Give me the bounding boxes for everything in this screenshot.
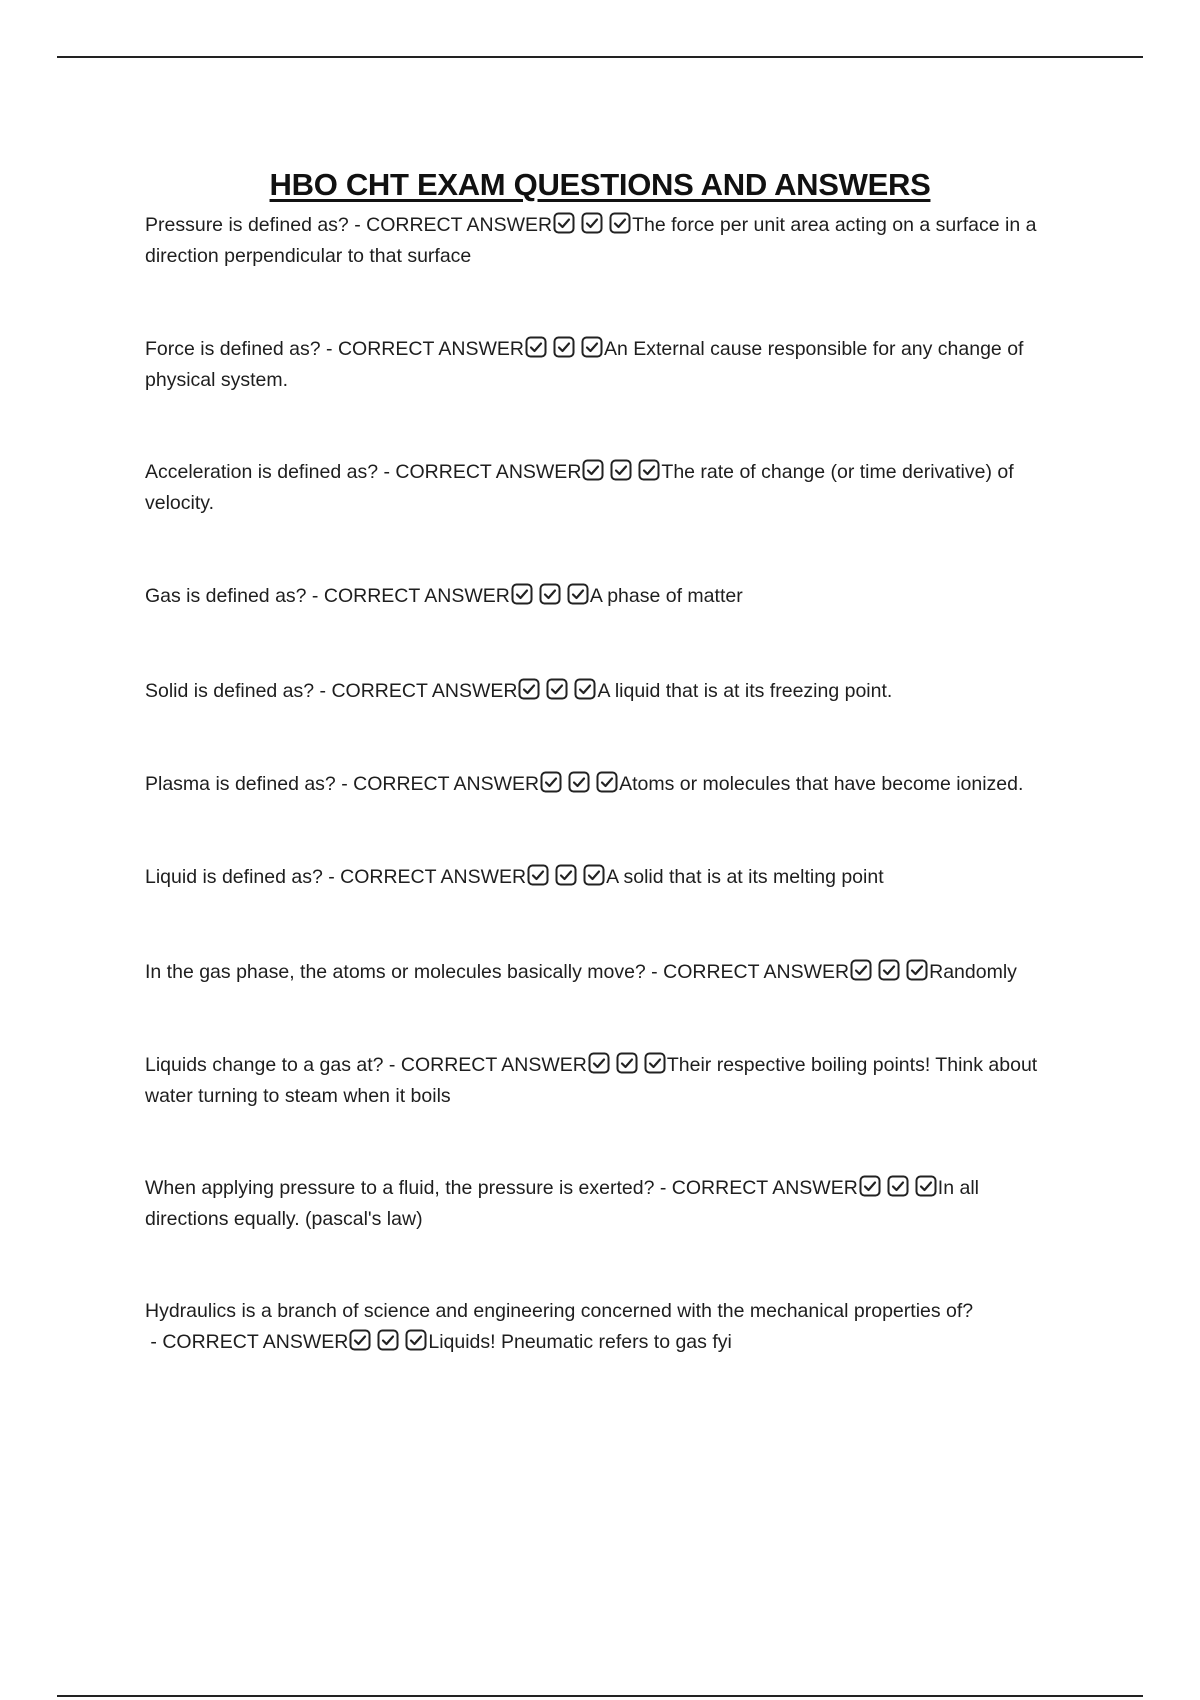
answer-text: The rate of change (or time derivative) of velocity.: [145, 461, 1014, 514]
checkbox-checked-icon: [377, 1329, 399, 1351]
separator: -: [320, 338, 338, 360]
question-text: In the gas phase, the atoms or molecules basically move?: [145, 961, 646, 983]
answer-label: CORRECT ANSWER: [162, 1331, 349, 1353]
checkbox-checked-icon: [859, 1175, 881, 1197]
separator: -: [654, 1177, 672, 1199]
qa-item: [145, 581, 1065, 612]
top-rule: [57, 56, 1143, 58]
check-group: [518, 678, 596, 700]
answer-label: CORRECT ANSWER: [337, 338, 524, 360]
checkbox-checked-icon: [511, 583, 533, 605]
check-group: [349, 1329, 427, 1351]
checkbox-checked-icon: [850, 959, 872, 981]
answer-label: CORRECT ANSWER: [340, 866, 527, 888]
answer-label: CORRECT ANSWER: [323, 585, 510, 607]
checkbox-checked-icon: [568, 771, 590, 793]
separator: -: [145, 1331, 163, 1353]
question-text: Plasma is defined as?: [145, 773, 336, 795]
checkbox-checked-icon: [582, 459, 604, 481]
checkbox-checked-icon: [610, 459, 632, 481]
separator: -: [335, 773, 354, 795]
checkbox-checked-icon: [525, 336, 547, 358]
answer-text: Liquids! Pneumatic refers to gas fyi: [428, 1331, 732, 1353]
checkbox-checked-icon: [540, 771, 562, 793]
question-text: Gas is defined as?: [145, 585, 307, 607]
checkbox-checked-icon: [527, 864, 549, 886]
question-text: Liquids change to a gas at?: [145, 1054, 384, 1076]
checkbox-checked-icon: [906, 959, 928, 981]
qa-item: [145, 957, 1065, 988]
check-group: [588, 1052, 666, 1074]
answer-text: Their respective boiling points! Think about water turning to steam when it boils: [145, 1054, 1038, 1107]
checkbox-checked-icon: [583, 864, 605, 886]
question-text: Force is defined as?: [145, 338, 321, 360]
separator: -: [645, 961, 664, 983]
checkbox-checked-icon: [518, 678, 540, 700]
question-text: When applying pressure to a fluid, the pressure is exerted?: [145, 1177, 655, 1199]
checkbox-checked-icon: [574, 678, 596, 700]
separator: -: [348, 214, 367, 236]
check-group: [540, 771, 618, 793]
checkbox-checked-icon: [553, 212, 575, 234]
checkbox-checked-icon: [581, 336, 603, 358]
qa-item: [145, 862, 1065, 893]
question-text: Acceleration is defined as?: [145, 461, 379, 483]
answer-label: CORRECT ANSWER: [400, 1054, 587, 1076]
checkbox-checked-icon: [546, 678, 568, 700]
qa-item: [145, 1050, 1065, 1112]
checkbox-checked-icon: [588, 1052, 610, 1074]
separator: -: [322, 866, 341, 888]
check-group: [525, 336, 603, 358]
qa-item: [145, 457, 1065, 519]
answer-label: CORRECT ANSWER: [366, 214, 553, 236]
checkbox-checked-icon: [405, 1329, 427, 1351]
answer-text: In all directions equally. (pascal's law): [145, 1177, 979, 1230]
checkbox-checked-icon: [567, 583, 589, 605]
checkbox-checked-icon: [878, 959, 900, 981]
check-group: [850, 959, 928, 981]
qa-item: [145, 1173, 1065, 1235]
qa-item: [145, 1296, 1065, 1358]
checkbox-checked-icon: [555, 864, 577, 886]
answer-label: CORRECT ANSWER: [353, 773, 540, 795]
question-text: Solid is defined as?: [145, 680, 315, 702]
checkbox-checked-icon: [887, 1175, 909, 1197]
check-group: [527, 864, 605, 886]
answer-text: A liquid that is at its freezing point.: [597, 680, 893, 702]
checkbox-checked-icon: [553, 336, 575, 358]
checkbox-checked-icon: [596, 771, 618, 793]
check-group: [553, 212, 631, 234]
answer-text: Randomly: [929, 961, 1017, 983]
separator: -: [383, 1054, 401, 1076]
answer-text: The force per unit area acting on a surface in a direction perpendicular to that surface: [145, 214, 1037, 267]
checkbox-checked-icon: [616, 1052, 638, 1074]
answer-text: Atoms or molecules that have become ionized.: [619, 773, 1024, 795]
check-group: [859, 1175, 937, 1197]
answer-label: CORRECT ANSWER: [663, 961, 850, 983]
check-group: [511, 583, 589, 605]
checkbox-checked-icon: [915, 1175, 937, 1197]
qa-item: [145, 676, 1065, 707]
bottom-rule: [57, 1695, 1143, 1697]
checkbox-checked-icon: [644, 1052, 666, 1074]
checkbox-checked-icon: [581, 212, 603, 234]
page-title: HBO CHT EXAM QUESTIONS AND ANSWERS: [269, 166, 931, 202]
answer-text: A phase of matter: [589, 585, 743, 607]
separator: -: [378, 461, 396, 483]
checkbox-checked-icon: [349, 1329, 371, 1351]
question-text: Liquid is defined as?: [145, 866, 323, 888]
checkbox-checked-icon: [609, 212, 631, 234]
answer-text: An External cause responsible for any change of physical system.: [145, 338, 1024, 391]
checkbox-checked-icon: [638, 459, 660, 481]
qa-item: [145, 210, 1065, 272]
qa-item: [145, 334, 1065, 396]
question-text: Pressure is defined as?: [145, 214, 349, 236]
answer-text: A solid that is at its melting point: [606, 866, 884, 888]
answer-label: CORRECT ANSWER: [671, 1177, 858, 1199]
question-text: Hydraulics is a branch of science and engineering concerned with the mechanical properties of?: [145, 1300, 974, 1322]
answer-label: CORRECT ANSWER: [395, 461, 582, 483]
answer-label: CORRECT ANSWER: [331, 680, 518, 702]
check-group: [582, 459, 660, 481]
checkbox-checked-icon: [539, 583, 561, 605]
qa-item: [145, 769, 1065, 800]
separator: -: [314, 680, 332, 702]
separator: -: [306, 585, 324, 607]
